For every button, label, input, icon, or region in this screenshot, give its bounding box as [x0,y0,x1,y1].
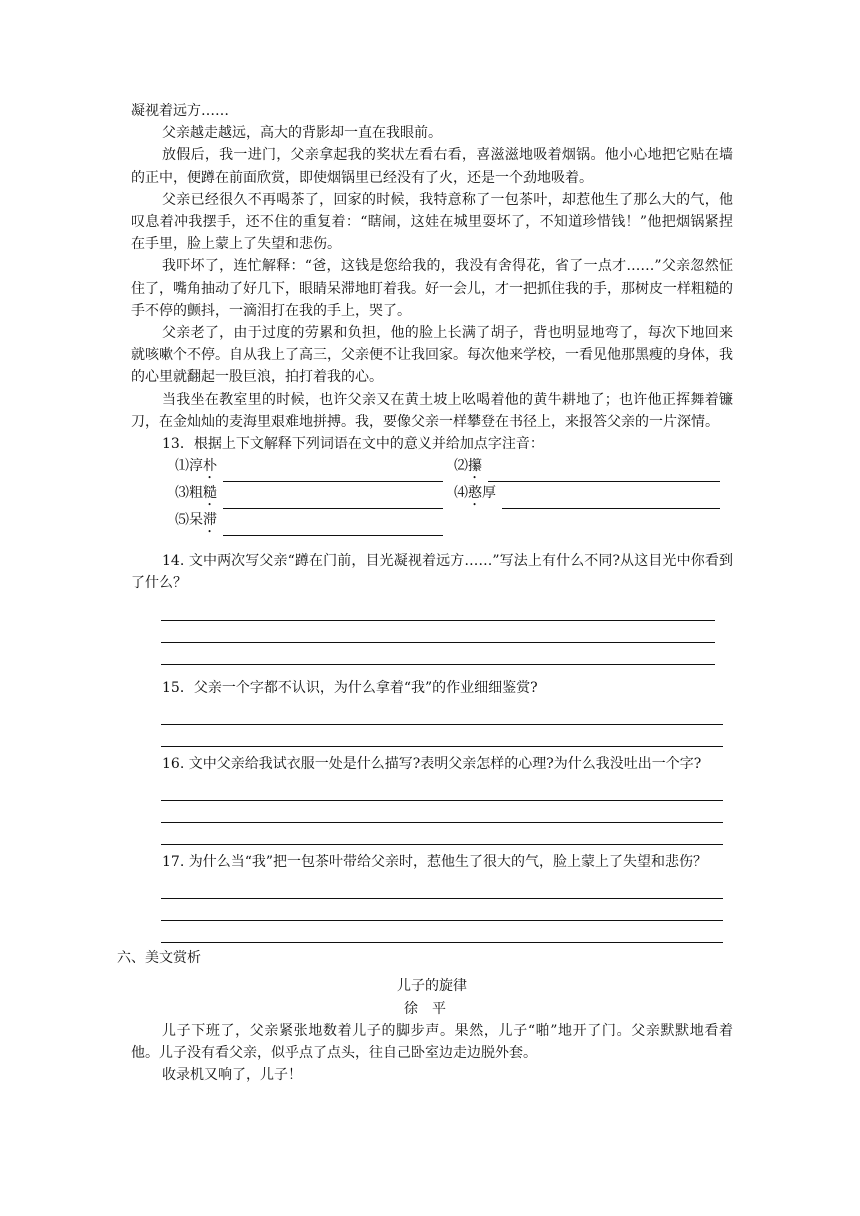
dotted-char: 憨 [468,485,482,502]
answer-blank[interactable] [502,492,720,509]
paragraph: 放假后，我一进门，父亲拿起我的奖状左看右看，喜滋滋地吸着烟锅。他小心地把它贴在墙的正中，便蹲在前面欣赏，即使烟锅里已经没有了火，还是一个劲地吸着。 [131,147,733,186]
answer-line[interactable] [161,823,723,845]
answer-lines [131,703,733,747]
item-number: ⑴ [175,458,189,475]
vocab-row [131,455,733,482]
document-page [117,100,733,1086]
vocab-row [131,509,733,536]
paragraph: 当我坐在教室里的时候，也许父亲又在黄土坡上吆喝着他的黄牛耕地了；也许他正挥舞着镰刀，在金灿灿的麦海里艰难地拼搏。我，要像父亲一样攀登在书径上，来报答父亲的一片深情。 [131,391,733,430]
question-13-prompt: 13．根据上下文解释下列词语在文中的意义并给加点字注音： [162,436,544,453]
answer-blank[interactable] [223,519,443,536]
answer-line[interactable] [161,725,723,747]
answer-lines [131,877,733,943]
item-number: ⑷ [454,485,468,502]
answer-line[interactable] [161,899,723,921]
paragraph: 父亲已经很久不再喝茶了，回家的时候，我特意称了一包茶叶，却惹他生了那么大的气，他叹息着冲我摆手，还不住的重复着：“瞎闹，这娃在城里耍坏了，不知道珍惜钱！”他把烟锅紧捏在手里，脸上蒙上了失望和悲伤。 [131,191,733,253]
vocab-item-4 [454,482,733,509]
question-15: 15．父亲一个字都不认识，为什么拿着“我”的作业细细鉴赏? [162,679,538,696]
item-number: ⑸ [175,512,189,529]
word-part: 粗 [189,485,203,502]
dotted-char: 朴 [203,458,217,475]
vocab-row [131,482,733,509]
dotted-char: 攥 [468,458,482,475]
paragraph: 父亲越走越远，高大的背影却一直在我眼前。 [162,125,442,142]
item-number: ⑶ [175,485,189,502]
word-part: 淳 [189,458,203,475]
section-heading: 六、美文赏析 [117,950,201,967]
answer-line[interactable] [161,779,723,801]
answer-line[interactable] [161,921,723,943]
item-number: ⑵ [454,458,468,475]
answer-blank[interactable] [223,492,443,509]
article-title: 儿子的旋律 [397,978,467,995]
answer-blank[interactable] [223,465,443,482]
dotted-char: 滞 [203,512,217,529]
paragraph: 父亲老了，由于过度的劳累和负担，他的脸上长满了胡子，背也明显地弯了，每次下地回来就咳嗽个不停。自从我上了高三，父亲便不让我回家。每次他来学校，一看见他那黑瘦的身体，我的心里就翻起一股巨浪，拍打着我的心。 [131,325,733,386]
vocab-item-1 [175,455,454,482]
paragraph: 我吓坏了，连忙解释：“爸，这钱是您给我的，我没有舍得花，省了一点才……”父亲忽然怔住了，嘴角抽动了好几下，眼睛呆滞地盯着我。好一会儿，才一把抓住我的手，那树皮一样粗糙的手不停的颤抖，一滴泪打在我的手上，哭了。 [131,258,733,319]
question-14: 14. 文中两次写父亲“蹲在门前，目光凝视着远方……”写法上有什么不同?从这目光中你看到了什么？ [131,553,733,592]
vocab-item-5 [175,509,467,536]
word-part: 厚 [482,485,496,502]
answer-line[interactable] [161,801,723,823]
vocab-item-2 [454,455,733,482]
answer-lines [131,599,733,665]
answer-line[interactable] [161,643,715,665]
answer-line[interactable] [161,599,715,621]
vocab-item-3 [175,482,454,509]
paragraph: 收录机又响了，儿子！ [162,1067,302,1084]
answer-blank[interactable] [488,465,720,482]
paragraph: 凝视着远方…… [131,103,229,119]
word-part: 呆 [189,512,203,529]
question-16: 16. 文中父亲给我试衣服一处是什么描写?表明父亲怎样的心理?为什么我没吐出一个字? [162,755,702,772]
dotted-char: 糙 [203,485,217,502]
answer-line[interactable] [161,877,723,899]
article-author: 徐平 [404,1000,460,1017]
question-17: 17. 为什么当“我”把一包茶叶带给父亲时，惹他生了很大的气，脸上蒙上了失望和悲伤？ [162,854,708,871]
paragraph: 儿子下班了，父亲紧张地数着儿子的脚步声。果然，儿子“啪”地开了门。父亲默默地看着他。儿子没有看父亲，似乎点了点头，往自己卧室边走边脱外套。 [131,1022,733,1062]
answer-line[interactable] [161,621,715,643]
answer-line[interactable] [161,703,723,725]
answer-lines [131,779,733,845]
